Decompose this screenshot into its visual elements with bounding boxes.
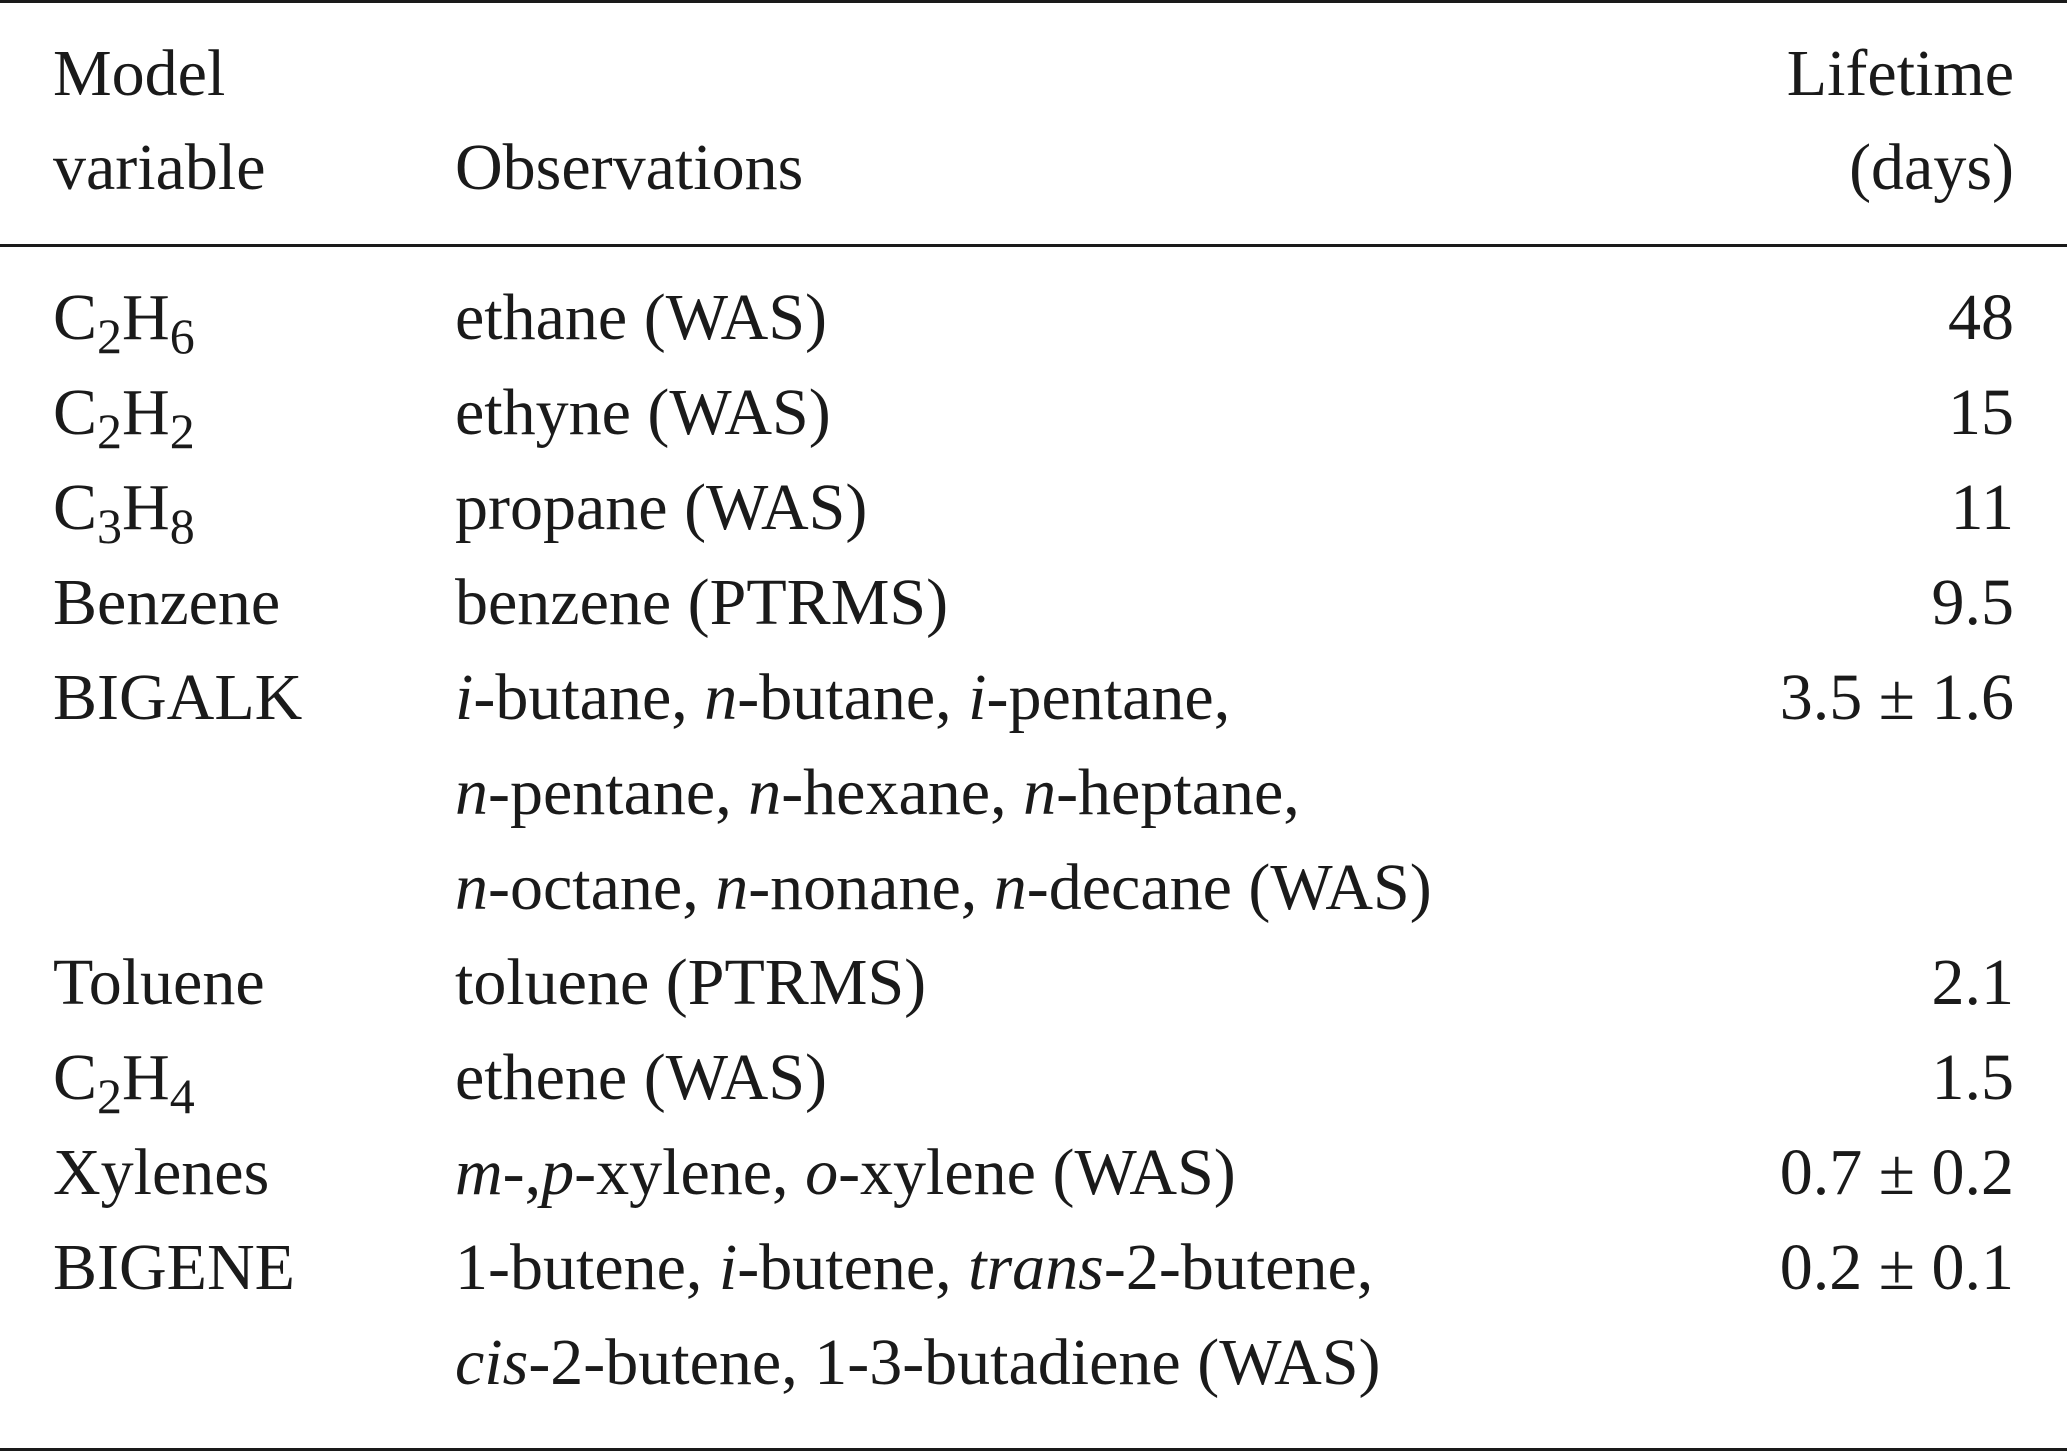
row-variable-c2h6: $C_2H_6$ — [53, 281, 195, 364]
row-variable-xylenes: Xylenes — [53, 1136, 270, 1209]
row-observation-line2: n-pentane, n-hexane, n-heptane, — [455, 756, 1300, 829]
header-lifetime-line2: (days) — [1849, 131, 2014, 204]
table-bottom-rule — [0, 1448, 2067, 1451]
row-observation-line2: cis-2-butene, 1-3-butadiene (WAS) — [455, 1326, 1381, 1399]
header-model-variable-line2: variable — [53, 131, 266, 204]
table-top-rule — [0, 0, 2067, 3]
row-observation: ethyne (WAS) — [455, 376, 831, 449]
row-lifetime: 0.2 ± 0.1 — [1779, 1231, 2014, 1304]
row-lifetime: 0.7 ± 0.2 — [1779, 1136, 2014, 1209]
row-observation-line1: m-,p-xylene, o-xylene (WAS) — [455, 1136, 1236, 1209]
row-lifetime: 9.5 — [1931, 566, 2014, 639]
row-variable-c2h4: $C_2H_4$ — [53, 1041, 195, 1124]
table-header-rule — [0, 244, 2067, 247]
row-observation: toluene (PTRMS) — [455, 946, 927, 1019]
row-variable-c3h8: $C_3H_8$ — [53, 471, 195, 554]
row-observation-line3: n-octane, n-nonane, n-decane (WAS) — [455, 851, 1432, 924]
header-model-variable-line1: Model — [53, 37, 226, 110]
row-observation-line1: 1-butene, i-butene, trans-2-butene, — [455, 1231, 1374, 1304]
row-variable-benzene: Benzene — [53, 566, 281, 639]
row-lifetime: 11 — [1950, 471, 2014, 544]
row-lifetime: 15 — [1948, 376, 2014, 449]
row-observation: ethene (WAS) — [455, 1041, 828, 1114]
row-lifetime: 3.5 ± 1.6 — [1779, 661, 2014, 734]
row-lifetime: 1.5 — [1931, 1041, 2014, 1114]
row-lifetime: 2.1 — [1931, 946, 2014, 1019]
row-variable-c2h2: $C_2H_2$ — [53, 376, 195, 459]
row-observation: propane (WAS) — [455, 471, 868, 544]
row-observation: ethane (WAS) — [455, 281, 828, 354]
header-observations: Observations — [455, 131, 804, 204]
row-observation-line1: i-butane, n-butane, i-pentane, — [455, 661, 1231, 734]
row-variable-toluene: Toluene — [53, 946, 265, 1019]
header-lifetime-line1: Lifetime — [1786, 37, 2014, 110]
row-variable-bigene: BIGENE — [53, 1231, 295, 1304]
row-observation: benzene (PTRMS) — [455, 566, 949, 639]
row-variable-bigalk: BIGALK — [53, 661, 303, 734]
row-lifetime: 48 — [1948, 281, 2014, 354]
